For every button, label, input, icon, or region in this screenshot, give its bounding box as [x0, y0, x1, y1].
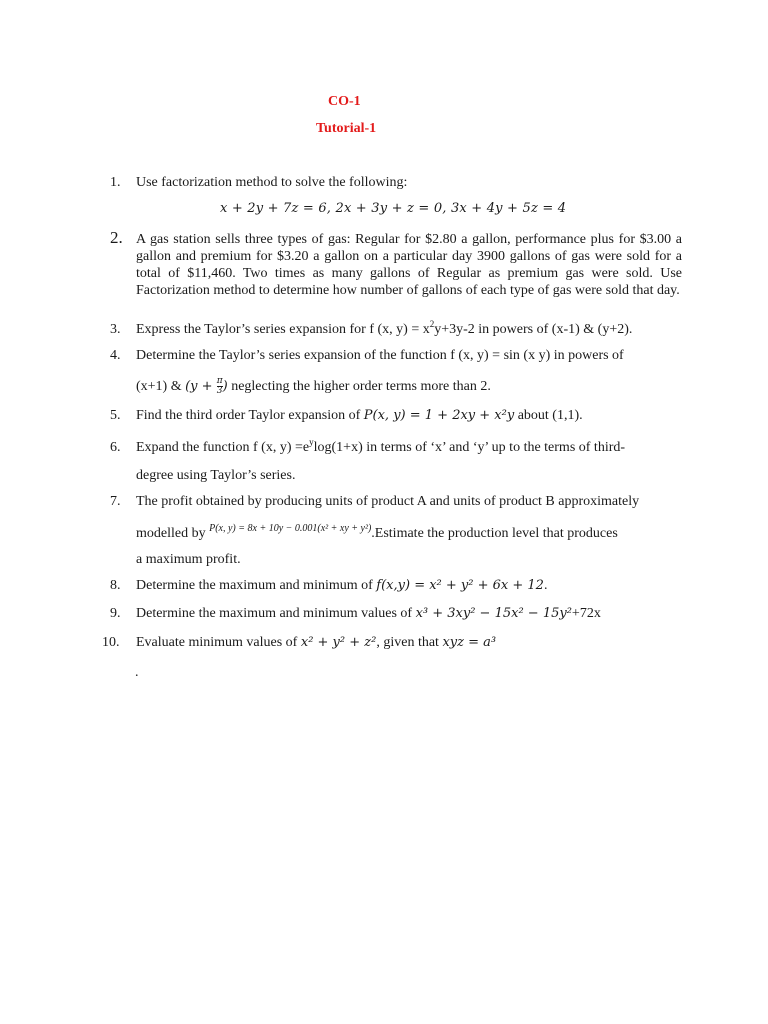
question-4-formula: (y + $\frac{\pi}{3}$ ) [185, 376, 228, 396]
question-number: 3. [110, 322, 121, 337]
question-8-formula: f(x,y) = x² + y² + 6x + 12 [376, 578, 544, 593]
question-number: 8. [110, 578, 121, 593]
question-text: Determine the Taylor’s series expansion of the function f (x, y) = sin (x y) in powers of [136, 348, 624, 363]
question-9-formula: x³ + 3xy² − 15x² − 15y² [415, 606, 572, 621]
question-number: 1. [110, 175, 121, 190]
question-number: 4. [110, 348, 121, 363]
question-text: Express the Taylor’s series expansion for f (x, $y) = x^2y+3y-2$ in powers of (x-1) & (y+2). [136, 319, 633, 337]
question-5-formula: P(x, y) = 1 + 2xy + x²y [363, 408, 515, 423]
question-7-formula: P(x, y) = 8x + 10y − 0.001(x² + xy + y²) [209, 523, 372, 534]
tutorial-title: Tutorial-1 [316, 121, 377, 136]
question-10-formula-1: x² + y² + z² [300, 635, 377, 650]
document-page: CO-1 Tutorial-1 1. Use factorization method to solve the following: x + 2y + 7z = 6, 2x + 3y + z = 0, 3x + 4y + 5z = 4 2. A gas station sells three types of gas: Regular for $2.80 a gallon, performance plus for $3.00 a gallon and premium for $3.20 a gallon on a particular day 3900 gallons of gas were sold for a total of $11,460. Two times as many gallons of Regular as premium gas were sold. Use Factorization method to determine how number of gallons of each type of gas were sold that day. 3. Express the Taylor’s series expansion for f (x, $y) = x^2y+3y-2$ in powers of (x-1) & (y+2). 4. Determine the Taylor’s series expansion of the function f (x, y) = sin (x y) in powers of (x+1) & (y + $\frac{\pi}{3}$ ) neglecting the higher order terms more than 2. 5. Find the third order Taylor expansion of P(x, y) = 1 + 2xy + x²y about (1,1). 6. Expand the function f (x, $y) =e^y\log(1+x)$ in terms of ‘x’ and ‘y’ up to the terms of third- degree using Taylor’s series. 7. The profit obtained by producing units of product A and units of product B approximately modelled by P(x, y) = 8x + 10y − 0.001(x² + xy + y²).Estimate the production level that produces a maximum profit. 8. Determine the maximum and minimum of f(x,y) = x² + y² + 6x + 12. 9. Determine the maximum and minimum values of x³ + 3xy² − 15x² − 15y²+72x 10. Evaluate minimum values of x² + y² + z², given that xyz = a³ . [0, 0, 768, 1024]
question-10-formula-2: xyz = a³ [442, 635, 497, 650]
trailing-period: . [135, 665, 139, 680]
question-number: 5. [110, 408, 121, 423]
question-text: A gas station sells three types of gas: Regular for $2.80 a gallon, performance plus for $3.00 a gallon and premium for $3.20 a gallon on a particular day 3900 gallons of gas were sold for a total of $11,460. Two times as many gallons of Regular as premium gas were sold. Use Factorization method to determine how number of gallons of each type of gas were sold that day. [136, 232, 682, 298]
question-number: 6. [110, 440, 121, 455]
question-text: Use factorization method to solve the following: [136, 175, 408, 190]
question-number: 2. [110, 228, 123, 247]
question-number: 9. [110, 606, 121, 621]
question-1-equation: x + 2y + 7z = 6, 2x + 3y + z = 0, 3x + 4y + 5z = 4 [220, 201, 567, 216]
course-code: CO-1 [328, 94, 361, 109]
question-number: 10. [102, 635, 120, 650]
question-number: 7. [110, 494, 121, 509]
